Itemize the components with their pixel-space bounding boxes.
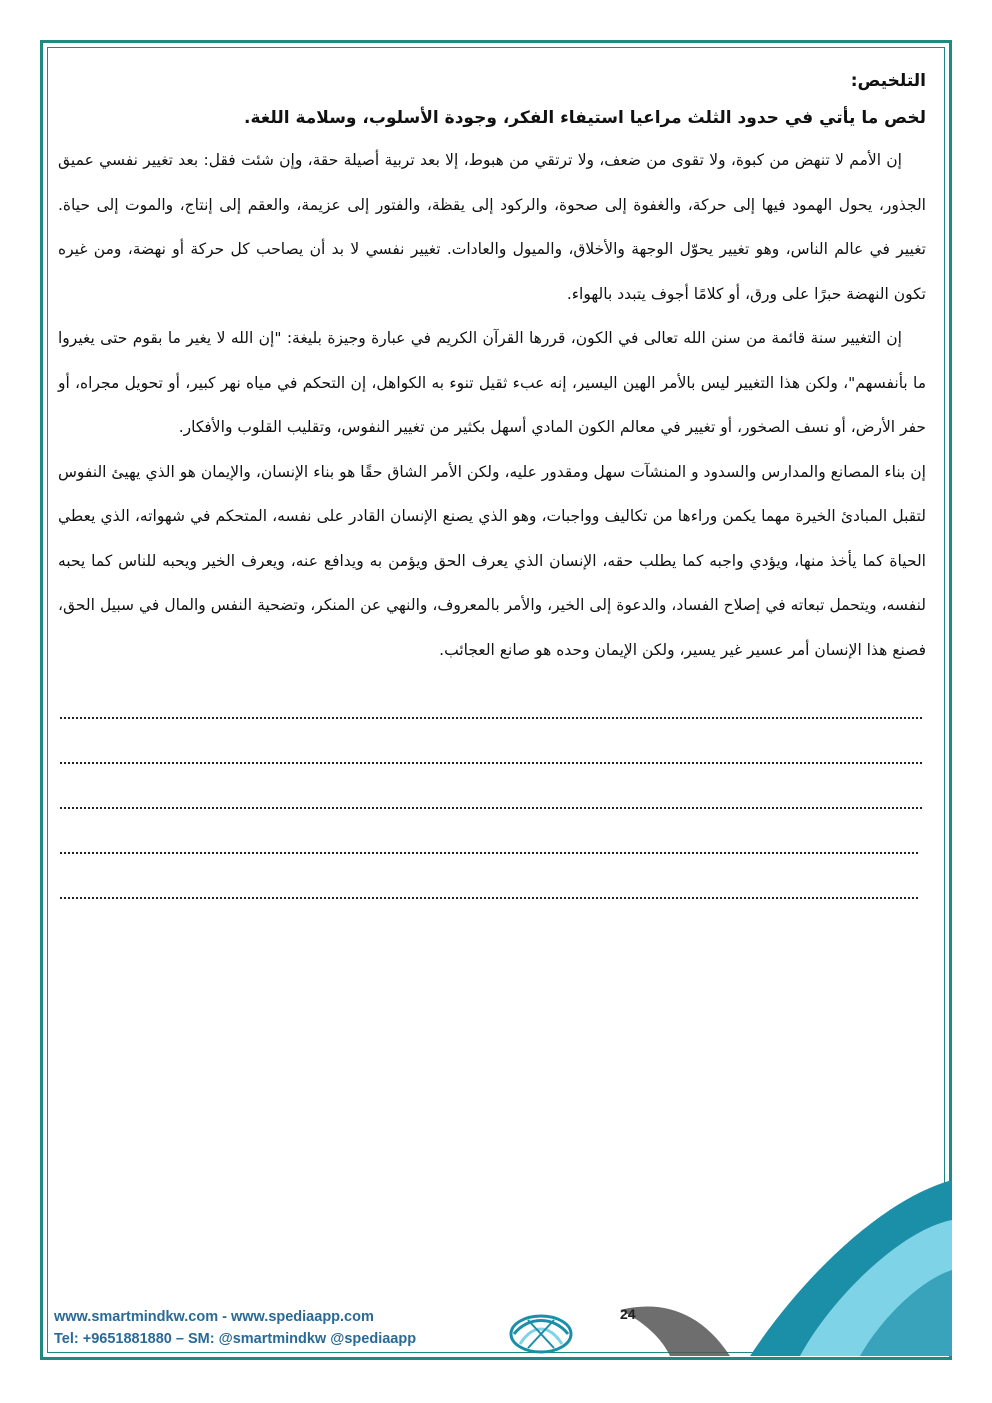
- answer-line[interactable]: [60, 764, 922, 809]
- footer-phone-social: Tel: +9651881880 – SM: @smartmindkw @spediaapp: [54, 1331, 417, 1347]
- footer-contact: [54, 1306, 654, 1350]
- answer-line[interactable]: [60, 809, 918, 854]
- answer-line[interactable]: [60, 674, 922, 719]
- answer-line[interactable]: [60, 719, 922, 764]
- answer-lines: [58, 674, 926, 899]
- footer-websites[interactable]: www.smartmindkw.com - www.spediaapp.com: [54, 1309, 374, 1325]
- answer-line[interactable]: [60, 854, 918, 899]
- document-body: [58, 64, 926, 899]
- exercise-instruction: لخص ما يأتي في حدود الثلث مراعيا استيفاء الفكر، وجودة الأسلوب، وسلامة اللغة.: [244, 108, 926, 128]
- paragraph-1: إن الأمم لا تنهض من كبوة، ولا تقوى من ضعف، ولا ترتقي من هبوط، إلا بعد تربية أصيلة حقة، وإن شئت فقل: بعد تغيير نفسي عميق الجذور، يحول الهمود فيها إلى حركة، والغفوة إلى صحوة، والركود إلى يقظة، والفتور إلى عزيمة، والعقم إلى إنتاج، والموت إلى حياة. تغيير في عالم الناس، وهو تغيير يحوّل الوجهة والأخلاق، والميول والعادات. تغيير نفسي لا بد أن يصاحب كل حركة أو نهضة، ومن غيره تكون النهضة حبرًا على ورق، أو كلامًا أجوف يتبدد بالهواء.: [58, 151, 926, 303]
- paragraph-2: إن التغيير سنة قائمة من سنن الله تعالى في الكون، قررها القرآن الكريم في عبارة وجيزة بليغة: "إن الله لا يغير ما بقوم حتى يغيروا ما بأنفسهم"، ولكن هذا التغيير ليس بالأمر الهين اليسير، إنه عبء ثقيل تنوء به الكواهل، إن التحكم في مياه نهر كبير، أو تحويل مجراه، أو حفر الأرض، أو نسف الصخور، أو تغيير في معالم الكون المادي أسهل بكثير من تغيير النفوس، وتقليب القلوب والأفكار.: [58, 329, 926, 436]
- page-number: 24: [620, 1306, 636, 1322]
- section-heading: التلخيص:: [850, 71, 926, 91]
- paragraph-3: إن بناء المصانع والمدارس والسدود و المنشآت سهل ومقدور عليه، ولكن الأمر الشاق حقًا هو بناء الإنسان، والإيمان هو الذي يهيئ النفوس لتقبل المبادئ الخيرة مهما يكمن وراءها من تكاليف وواجبات، وهو الذي يصنع الإنسان القادر على نفسه، المتحكم في شهواته، الذي يعطي الحياة كما يأخذ منها، ويؤدي واجبه كما يطلب حقه، الإنسان الذي يعرف الحق ويؤمن به ويدافع عنه، ويعرف الخير ويحبه للناس كما يحبه لنفسه، ويتحمل تبعاته في إصلاح الفساد، والدعوة إلى الخير، والأمر بالمعروف، والنهي عن المنكر، وتضحية النفس والمال في سبيل الحق، فصنع هذا الإنسان أمر عسير غير يسير، ولكن الإيمان وحده هو صانع العجائب.: [58, 462, 926, 659]
